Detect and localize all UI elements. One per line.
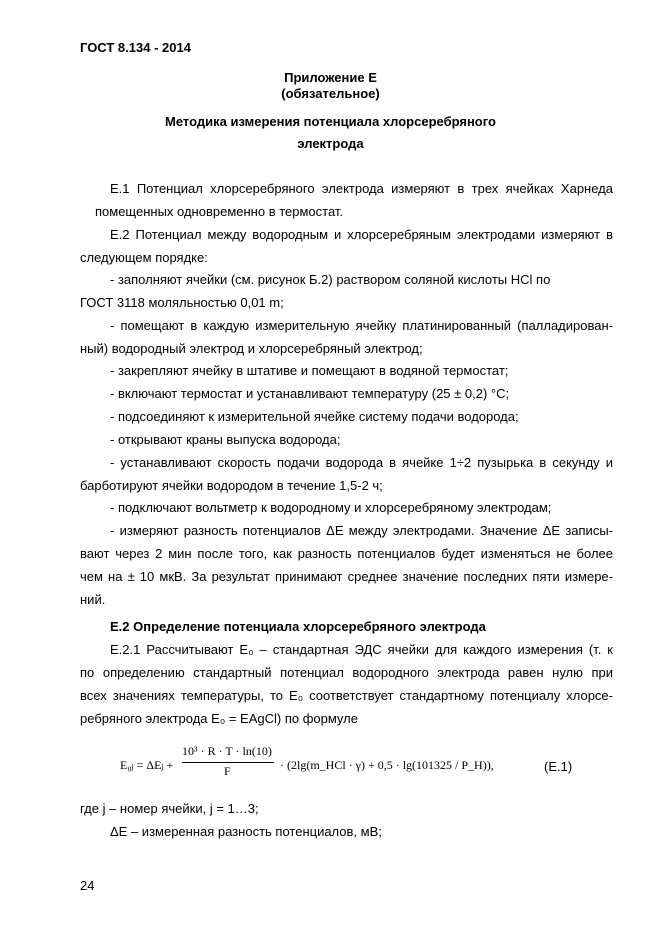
fraction-bar (182, 762, 274, 763)
document-header: ГОСТ 8.134 - 2014 (80, 40, 191, 55)
formula-lhs: E₀ⱼ = ΔEⱼ + (120, 758, 174, 772)
text-line: где j – номер ячейки, j = 1…3; (80, 801, 259, 816)
formula-numerator: 10³ · R · T · ln(10) (182, 744, 272, 758)
text-line: ГОСТ 3118 моляльностью 0,01 m; (80, 295, 284, 310)
text-line: вают через 2 мин после того, как разность потенциалов будет изменяться не более (80, 546, 613, 561)
text-line: всех значениях температуры, то E₀ соответствует стандартному потенциалу хлорсе- (80, 688, 613, 703)
text-line: - включают термостат и устанавливают температуру (25 ± 0,2) °С; (110, 386, 510, 401)
text-line: следующем порядке: (80, 250, 208, 265)
formula-e1 (120, 742, 520, 790)
appendix-heading-line2: электрода (297, 136, 364, 151)
text-line: - подсоединяют к измерительной ячейке систему подачи водорода; (110, 409, 519, 424)
text-line: ΔE – измеренная разность потенциалов, мВ; (110, 824, 382, 839)
text-line: Е.1 Потенциал хлорсеребряного электрода измеряют в трех ячейках Харнеда (110, 181, 613, 196)
text-line: - закрепляют ячейку в штативе и помещают в водяной термостат; (110, 363, 509, 378)
text-line: Е.2 Потенциал между водородным и хлорсеребряным электродами измеряют в (110, 227, 613, 242)
formula-number: (Е.1) (544, 759, 573, 774)
text-line: ний. (80, 592, 106, 607)
text-line: ребряного электрода E₀ = EAgCl) по формуле (80, 711, 358, 726)
text-line: ный) водородный электрод и хлорсеребряный электрод; (80, 341, 423, 356)
text-line: - подключают вольтметр к водородному и хлорсеребряному электродам; (110, 500, 552, 515)
appendix-heading-line1: Методика измерения потенциала хлорсеребряного (165, 114, 496, 129)
text-line: Е.2.1 Рассчитывают E₀ – стандартная ЭДС ячейки для каждого измерения (т. к (110, 642, 613, 657)
text-line: - открывают краны выпуска водорода; (110, 432, 341, 447)
appendix-subtitle: (обязательное) (281, 86, 380, 101)
text-line: - измеряют разность потенциалов ΔЕ между электродами. Значение ΔЕ записы- (110, 523, 613, 538)
text-line: барботируют ячейки водородом в течение 1,5-2 ч; (80, 478, 383, 493)
appendix-title: Приложение Е (284, 70, 377, 85)
page-number: 24 (80, 878, 95, 893)
text-line: - заполняют ячейки (см. рисунок Б.2) раствором соляной кислоты HCl по (110, 272, 551, 287)
formula-denominator: F (224, 764, 231, 778)
formula-body: · (2lg(m_HCl · γ) + 0,5 · lg(101325 / P_H)), (280, 758, 494, 772)
text-line: по определению стандартный потенциал водородного электрода равен нулю при (80, 665, 613, 680)
text-line: чем на ± 10 мкВ. За результат принимают среднее значение последних пяти измере- (80, 569, 613, 584)
text-line: помещенных одновременно в термостат. (95, 204, 344, 219)
text-line: - помещают в каждую измерительную ячейку платинированный (палладирован- (110, 318, 613, 333)
section-heading: Е.2 Определение потенциала хлорсеребряного электрода (110, 619, 486, 634)
text-line: - устанавливают скорость подачи водорода в ячейке 1÷2 пузырька в секунду и (110, 455, 613, 470)
